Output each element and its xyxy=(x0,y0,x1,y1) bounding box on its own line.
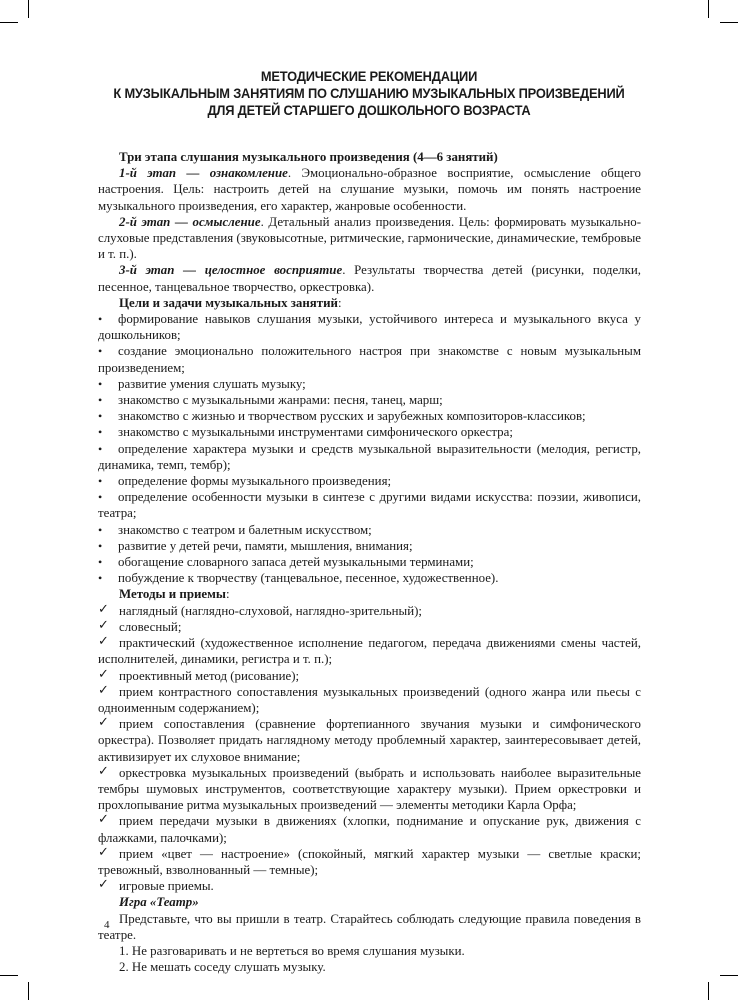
stage-text: . Детальный анализ произведения. Цель: формировать музыкально-слуховые представления (звуковысотные, ритмические, гармонические, динамические, тембровые и т. п.). xyxy=(98,214,642,262)
stage-paragraph xyxy=(98,165,641,214)
bullet-icon: • xyxy=(98,344,103,359)
goal-text: знакомство с жизнью и творчеством русских и зарубежных композиторов-классиков; xyxy=(118,409,586,424)
goals-heading xyxy=(98,295,641,311)
method-item xyxy=(98,668,641,684)
goal-text: знакомство с музыкальными инструментами симфонического оркестра; xyxy=(118,425,513,440)
goal-item xyxy=(98,408,641,424)
checkmark-icon: ✓ xyxy=(98,812,109,828)
checkmark-icon: ✓ xyxy=(98,666,109,682)
bullet-icon: • xyxy=(98,522,103,537)
crop-mark xyxy=(0,975,18,976)
goal-item xyxy=(98,392,641,408)
stage-paragraph xyxy=(98,214,641,263)
method-text: прием передачи музыки в движениях (хлопки, поднимание и опускание рук, движения с флажками, палочками); xyxy=(98,814,641,845)
goal-text: знакомство с музыкальными жанрами: песня, танец, марш; xyxy=(118,393,443,408)
method-item xyxy=(98,603,641,619)
bullet-icon: • xyxy=(98,490,103,505)
crop-mark xyxy=(28,0,29,18)
method-text: проективный метод (рисование); xyxy=(119,668,300,683)
goals-heading-colon: : xyxy=(337,295,342,310)
checkmark-icon: ✓ xyxy=(98,844,109,860)
method-text: игровые приемы. xyxy=(119,879,214,894)
bullet-icon: • xyxy=(98,571,103,586)
game-heading: Игра «Театр» xyxy=(119,895,199,910)
method-text: наглядный (наглядно-слуховой, наглядно-зрительный); xyxy=(119,603,422,618)
method-text: практический (художественное исполнение педагогом, передача движениями смены частей, исполнителей, динамики, регистра и т. п.); xyxy=(98,636,641,667)
page-title xyxy=(72,68,665,119)
goal-text: определение характера музыки и средств музыкальной выразительности (мелодия, регистр, динамика, темп, тембр); xyxy=(98,441,641,472)
methods-list xyxy=(98,603,641,895)
checkmark-icon: ✓ xyxy=(98,634,109,650)
method-text: прием сопоставления (сравнение фортепианного звучания музыки и симфонического оркестра). Позволяет придать наглядному методу проблемный характер, заинтересовывает детей, активизирует их слуховое внимание; xyxy=(98,717,641,764)
title-line: ДЛЯ ДЕТЕЙ СТАРШЕГО ДОШКОЛЬНОГО ВОЗРАСТА xyxy=(207,103,531,118)
methods-heading-text: Методы и приемы xyxy=(119,587,227,602)
method-item xyxy=(98,765,641,814)
goal-text: определение формы музыкального произведения; xyxy=(118,474,392,489)
goal-item xyxy=(98,554,641,570)
goal-item xyxy=(98,376,641,392)
crop-mark xyxy=(720,975,738,976)
checkmark-icon: ✓ xyxy=(98,617,109,633)
goal-item xyxy=(98,522,641,538)
method-text: словесный; xyxy=(119,619,182,634)
checkmark-icon: ✓ xyxy=(98,715,109,731)
goal-item xyxy=(98,489,641,521)
goals-list xyxy=(98,311,641,586)
goals-heading-text: Цели и задачи музыкальных занятий xyxy=(119,295,338,310)
goal-text: знакомство с театром и балетным искусством; xyxy=(118,522,372,537)
stage-label: 3-й этап — целостное восприятие xyxy=(119,263,343,278)
method-item xyxy=(98,846,641,878)
stage-text: . Результаты творчества детей (рисунки, поделки, песенное, танцевальное творчество, оркестровка). xyxy=(98,263,641,294)
page-number: 4 xyxy=(104,919,110,931)
title-line: МЕТОДИЧЕСКИЕ РЕКОМЕНДАЦИИ xyxy=(260,69,478,84)
stage-text: . Эмоционально-образное восприятие, осмысление общего настроения. Цель: настроить детей на слушание музыки, помочь им понять настроение музыкального произведения, его характер, жанровые особенности. xyxy=(98,166,641,213)
method-item xyxy=(98,878,641,894)
checkmark-icon: ✓ xyxy=(98,601,109,617)
crop-mark xyxy=(720,22,738,23)
methods-heading-colon: : xyxy=(226,587,230,602)
goal-item xyxy=(98,441,641,473)
bullet-icon: • xyxy=(98,555,103,570)
title-line: К МУЗЫКАЛЬНЫМ ЗАНЯТИЯМ ПО СЛУШАНИЮ МУЗЫКАЛЬНЫХ ПРОИЗВЕДЕНИЙ xyxy=(113,86,625,101)
stages-heading: Три этапа слушания музыкального произведения (4—6 занятий) xyxy=(119,150,498,164)
bullet-icon: • xyxy=(98,441,103,456)
goal-text: развитие у детей речи, памяти, мышления, внимания; xyxy=(118,538,413,553)
bullet-icon: • xyxy=(98,393,103,408)
stage-label: 1-й этап — ознакомление xyxy=(119,166,288,181)
bullet-icon: • xyxy=(98,425,103,440)
goal-text: формирование навыков слушания музыки, устойчивого интереса и музыкального вкуса у дошкольников; xyxy=(98,312,641,343)
checkmark-icon: ✓ xyxy=(98,763,109,779)
method-item xyxy=(98,716,641,765)
method-text: прием контрастного сопоставления музыкальных произведений (одного жанра или пьесы с одноименным содержанием); xyxy=(98,684,641,715)
goal-text: обогащение словарного запаса детей музыкальными терминами; xyxy=(118,555,474,570)
goal-item xyxy=(98,311,641,343)
methods-heading xyxy=(98,586,641,602)
bullet-icon: • xyxy=(98,538,103,553)
goal-item xyxy=(98,424,641,440)
method-item xyxy=(98,635,641,667)
stage-paragraph xyxy=(98,262,641,294)
document-body xyxy=(98,149,641,975)
goal-item xyxy=(98,570,641,586)
goal-item xyxy=(98,538,641,554)
method-text: оркестровка музыкальных произведений (выбрать и использовать наиболее выразительные тембры шумовых инструментов, соответствующие характеру музыки). Прием оркестровки и прохлопывание ритма музыкальных произведений — элементы методики Карла Орфа; xyxy=(98,765,641,813)
method-item xyxy=(98,619,641,635)
method-item xyxy=(98,684,641,716)
goal-text: определение особенности музыки в синтезе с другими видами искусства: поэзии, живописи, театра; xyxy=(98,490,641,521)
bullet-icon: • xyxy=(98,474,103,489)
stage-label: 2-й этап — осмысление xyxy=(119,214,261,229)
goal-text: создание эмоционально положительного настроя при знакомстве с новым музыкальным произведением; xyxy=(98,344,641,375)
crop-mark xyxy=(0,22,18,23)
checkmark-icon: ✓ xyxy=(98,682,109,698)
crop-mark xyxy=(708,0,709,18)
checkmark-icon: ✓ xyxy=(98,877,109,893)
goal-item xyxy=(98,473,641,489)
goal-text: развитие умения слушать музыку; xyxy=(118,376,306,391)
goal-text: побуждение к творчеству (танцевальное, песенное, художественное). xyxy=(118,571,499,586)
method-text: прием «цвет — настроение» (спокойный, мягкий характер музыки — светлые краски; тревожный, взволнованный — темные); xyxy=(98,846,641,877)
crop-mark xyxy=(28,982,29,1000)
goal-item xyxy=(98,343,641,375)
game-intro: Представьте, что вы пришли в театр. Старайтесь соблюдать следующие правила поведения в театре. xyxy=(98,911,641,942)
bullet-icon: • xyxy=(98,312,103,327)
method-item xyxy=(98,813,641,845)
crop-mark xyxy=(708,982,709,1000)
game-rule: 2. Не мешать соседу слушать музыку. xyxy=(119,960,326,975)
bullet-icon: • xyxy=(98,376,103,391)
bullet-icon: • xyxy=(98,409,103,424)
game-rule: 1. Не разговаривать и не вертеться во время слушания музыки. xyxy=(119,943,465,958)
